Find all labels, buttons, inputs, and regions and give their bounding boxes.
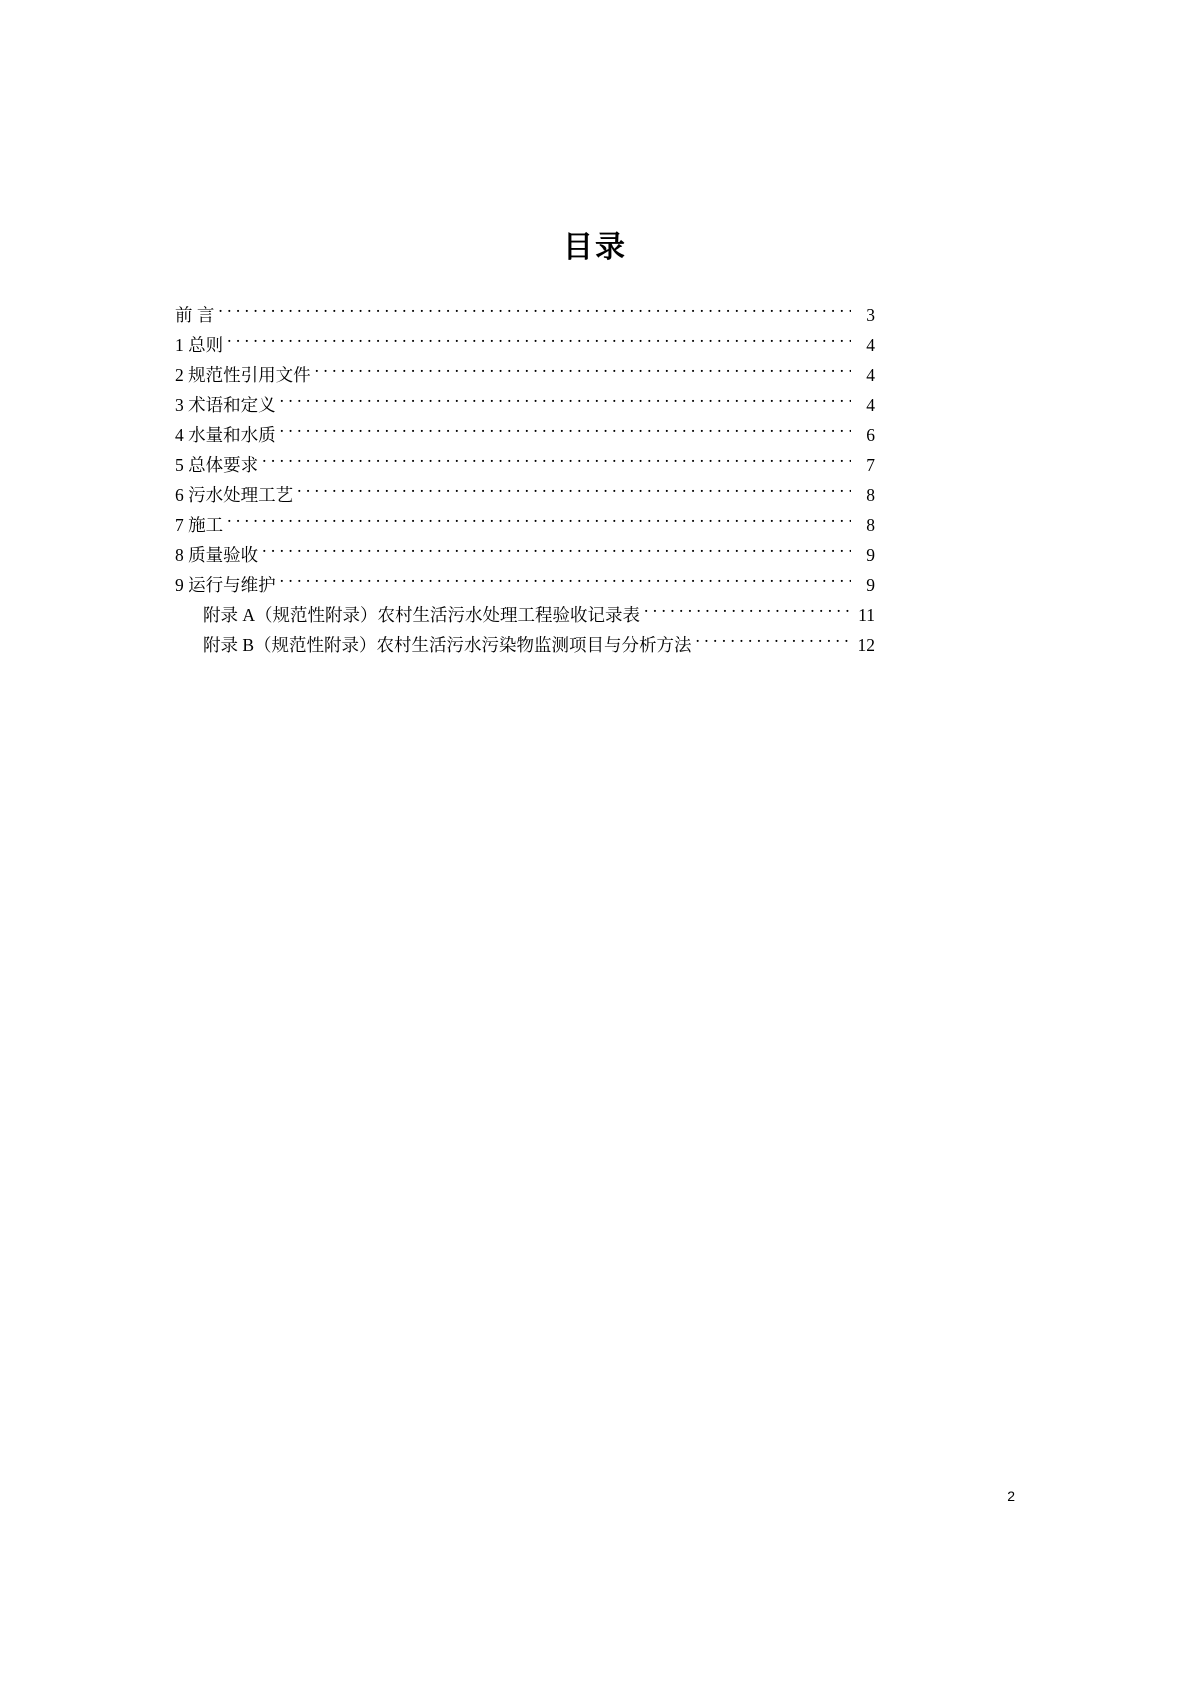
toc-entry-page: 9	[866, 575, 875, 595]
toc-entry[interactable]	[175, 420, 875, 450]
toc-leader-dots	[280, 394, 851, 412]
toc-entry-page: 8	[866, 515, 875, 535]
toc-leader-dots	[644, 604, 851, 622]
toc-entry[interactable]	[175, 510, 875, 540]
toc-entry[interactable]	[175, 390, 875, 420]
toc-entry[interactable]	[175, 450, 875, 480]
toc-leader-dots	[280, 574, 851, 592]
table-of-contents	[175, 300, 875, 660]
page-footer-number: 2	[1007, 1488, 1015, 1504]
toc-leader-dots	[227, 334, 851, 352]
toc-entry-label: 8 质量验收	[175, 545, 259, 565]
toc-leader-dots	[696, 634, 851, 652]
toc-entry[interactable]	[175, 630, 875, 660]
toc-leader-dots	[218, 304, 851, 322]
toc-leader-dots	[227, 514, 851, 532]
toc-leader-dots	[262, 454, 851, 472]
toc-entry-label: 9 运行与维护	[175, 575, 276, 595]
toc-entry-label: 2 规范性引用文件	[175, 365, 311, 385]
toc-entry-label: 3 术语和定义	[175, 395, 276, 415]
page-title: 目录	[563, 231, 627, 264]
toc-entry[interactable]	[175, 600, 875, 630]
toc-entry-label: 附录 A（规范性附录）农村生活污水处理工程验收记录表	[203, 605, 641, 625]
toc-entry-label: 7 施工	[175, 515, 224, 535]
toc-entry[interactable]	[175, 570, 875, 600]
toc-entry-page: 6	[866, 425, 875, 445]
toc-entry-label: 6 污水处理工艺	[175, 485, 294, 505]
toc-entry-page: 9	[866, 545, 875, 565]
toc-entry[interactable]	[175, 540, 875, 570]
toc-entry-page: 4	[866, 365, 875, 385]
toc-entry-page: 8	[866, 485, 875, 505]
toc-entry[interactable]	[175, 360, 875, 390]
toc-entry[interactable]	[175, 330, 875, 360]
toc-entry-page: 4	[866, 335, 875, 355]
toc-entry-page: 12	[857, 635, 875, 655]
toc-entry-label: 5 总体要求	[175, 455, 259, 475]
toc-entry-page: 3	[866, 305, 875, 325]
toc-entry-label: 前 言	[175, 305, 215, 325]
toc-leader-dots	[297, 484, 851, 502]
toc-leader-dots	[262, 544, 851, 562]
toc-entry-page: 7	[866, 455, 875, 475]
toc-entry[interactable]	[175, 480, 875, 510]
toc-leader-dots	[280, 424, 851, 442]
toc-entry[interactable]	[175, 300, 875, 330]
toc-entry-page: 11	[858, 605, 875, 625]
toc-entry-page: 4	[866, 395, 875, 415]
toc-entry-label: 附录 B（规范性附录）农村生活污水污染物监测项目与分析方法	[203, 635, 692, 655]
toc-leader-dots	[315, 364, 851, 382]
toc-entry-label: 4 水量和水质	[175, 425, 276, 445]
toc-entry-label: 1 总则	[175, 335, 224, 355]
